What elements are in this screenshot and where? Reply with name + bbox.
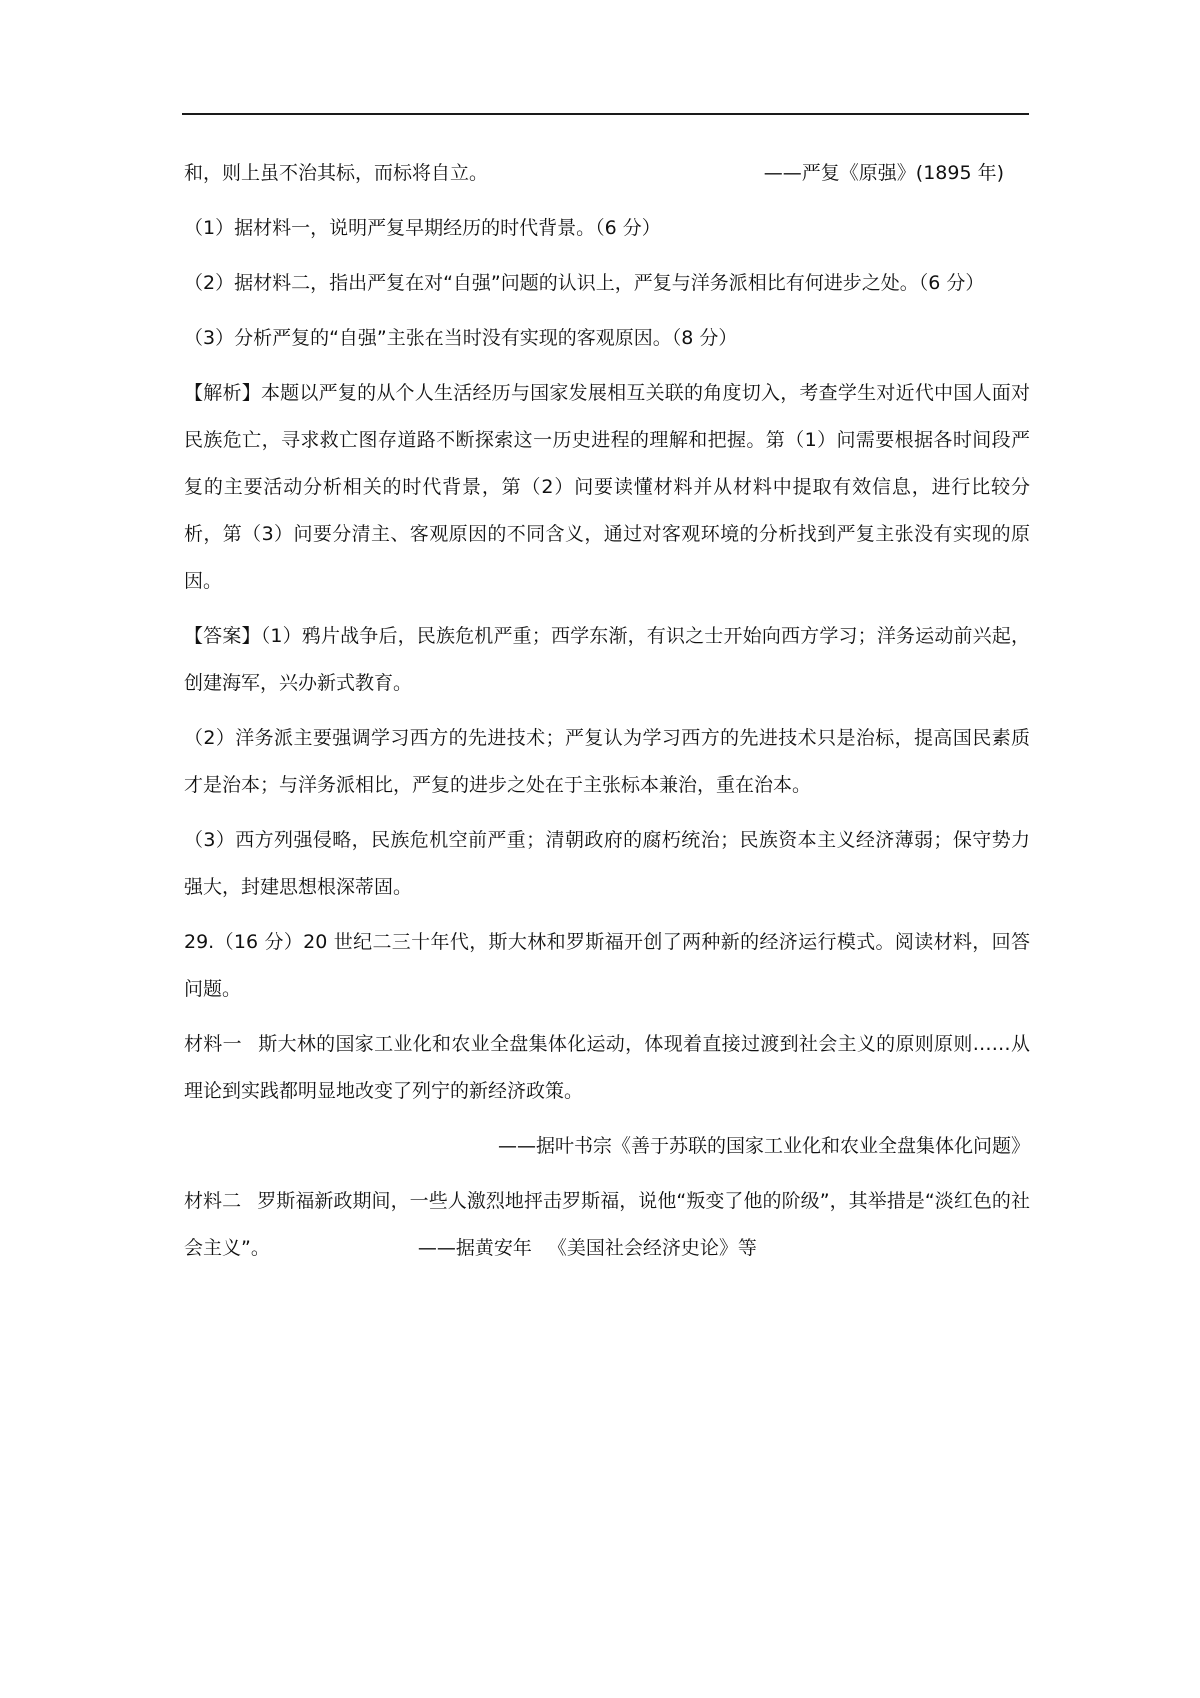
answer-tag: 【答案】: [184, 625, 261, 647]
material-1-source: ——据叶书宗《善于苏联的国家工业化和农业全盘集体化问题》: [497, 1135, 1030, 1157]
analysis-text: 本题以严复的从个人生活经历与国家发展相互关联的角度切入，考查学生对近代中国人面对民族危亡，寻求救亡图存道路不断探索这一历史进程的理解和把握。第（1）问需要根据各时间段严复的主要活动分析相关的时代背景，第（2）问要读懂材料并从材料中提取有效信息，进行比较分析，第（3）问要分清主、客观原因的不同含义，通过对客观环境的分析找到严复主张没有实现的原因。: [184, 382, 1030, 592]
question-29: 29.（16 分）20 世纪二三十年代，斯大林和罗斯福开创了两种新的经济运行模式。阅读材料，回答问题。: [184, 931, 1030, 1000]
continuation-source: ——严复《原强》(1895 年): [763, 162, 1004, 184]
analysis-tag: 【解析】: [184, 382, 261, 404]
answer-part-1: [184, 613, 1030, 707]
material-2-source: ——据黄安年: [417, 1237, 532, 1259]
answer-text-1: （1）鸦片战争后，民族危机严重；西学东渐，有识之士开始向西方学习；洋务运动前兴起，创建海军，兴办新式教育。: [184, 625, 1030, 694]
question-1: （1）据材料一，说明严复早期经历的时代背景。（6 分）: [184, 217, 661, 239]
header-rule: [182, 113, 1029, 115]
question-3: （3）分析严复的“自强”主张在当时没有实现的客观原因。（8 分）: [184, 327, 738, 349]
material-2: [184, 1178, 1030, 1272]
material-2-label: 材料二: [184, 1190, 242, 1212]
material-2-text: 罗斯福新政期间，一些人激烈地抨击罗斯福，说他“叛变了他的阶级”，其举措是“淡红色的社会主义”。: [184, 1190, 1030, 1259]
material-1: [184, 1021, 1030, 1115]
continuation-text: 和，则上虽不治其标，而标将自立。: [184, 162, 489, 184]
analysis-paragraph: [184, 370, 1030, 605]
material-1-label: 材料一: [184, 1033, 242, 1055]
document-body: [184, 150, 1030, 1280]
answer-part-2: （2）洋务派主要强调学习西方的先进技术；严复认为学习西方的先进技术只是治标，提高国民素质才是治本；与洋务派相比，严复的进步之处在于主张标本兼治，重在治本。: [184, 727, 1030, 796]
question-2: （2）据材料二，指出严复在对“自强”问题的认识上，严复与洋务派相比有何进步之处。（6 分）: [184, 272, 985, 294]
material-continuation: [184, 150, 1030, 197]
answer-part-3: （3）西方列强侵略，民族危机空前严重；清朝政府的腐朽统治；民族资本主义经济薄弱；保守势力强大，封建思想根深蒂固。: [184, 829, 1030, 898]
material-1-text: 斯大林的国家工业化和农业全盘集体化运动，体现着直接过渡到社会主义的原则原则……从理论到实践都明显地改变了列宁的新经济政策。: [184, 1033, 1030, 1102]
material-2-book: 《美国社会经济史论》等: [547, 1237, 757, 1259]
